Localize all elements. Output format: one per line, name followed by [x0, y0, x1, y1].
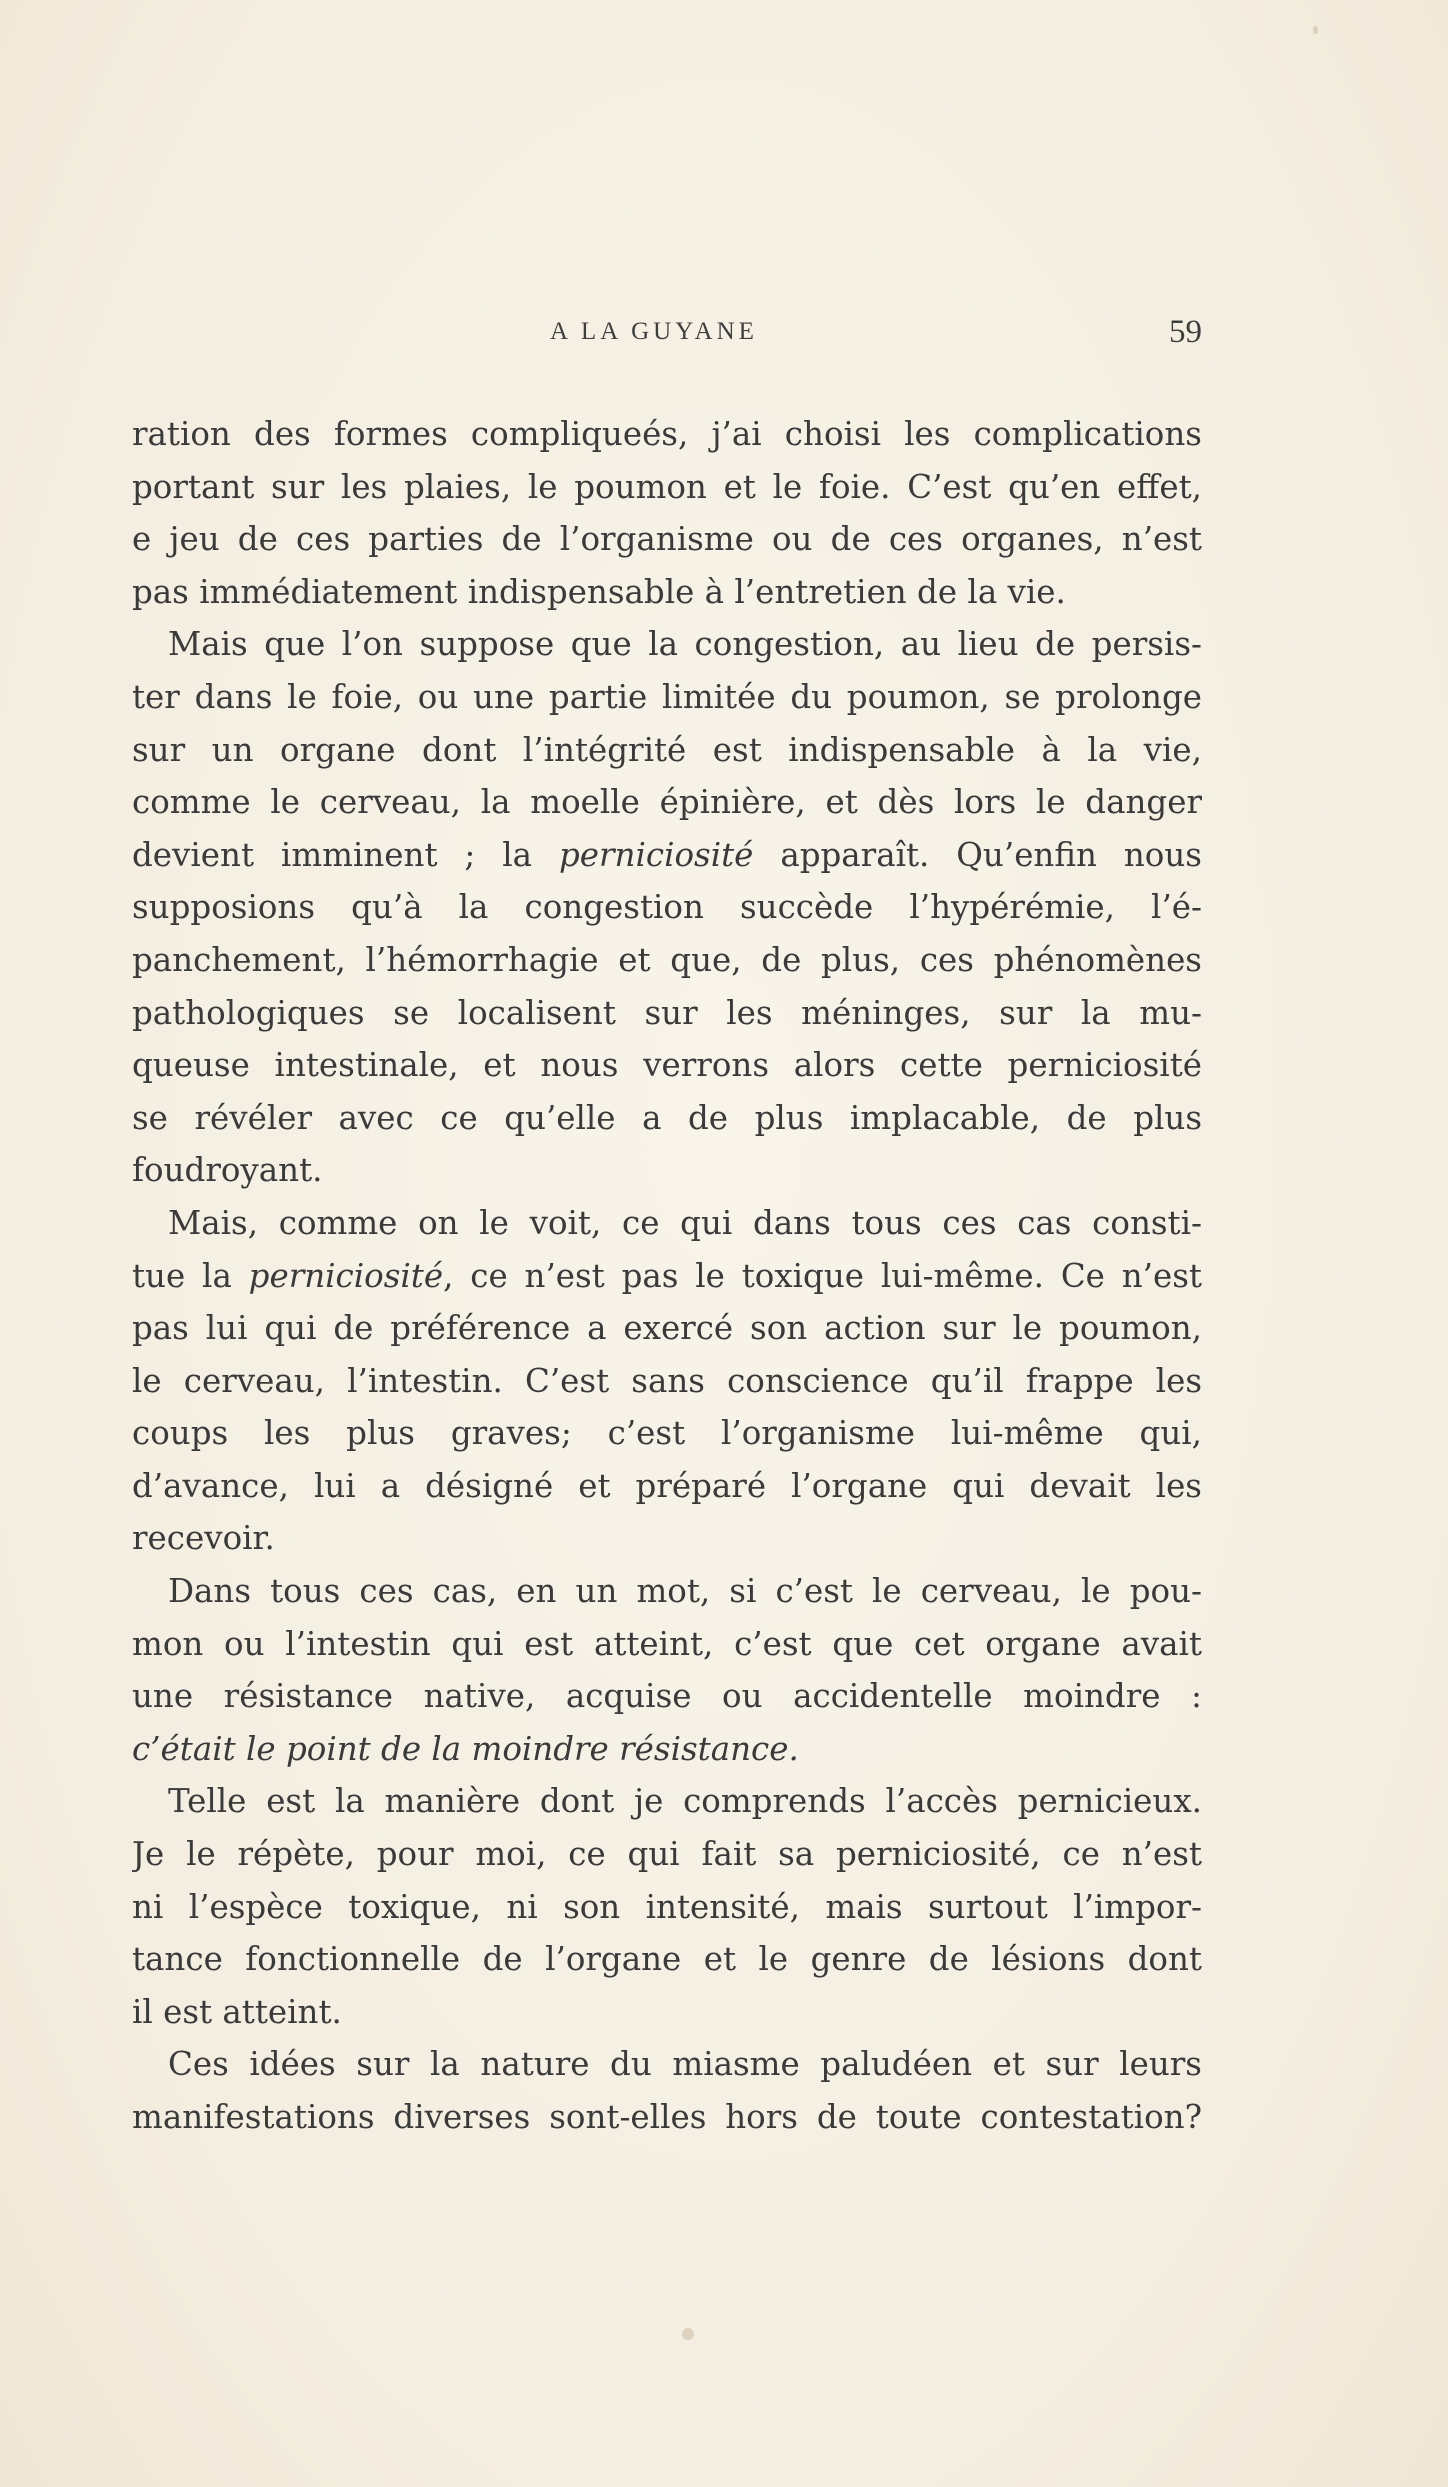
- text-line: [132, 829, 1202, 882]
- text-line: Ces idées sur la nature du miasme paludéen et sur leurs: [168, 2045, 1202, 2084]
- italic-term: c’était le point de la moindre résistance.: [132, 1729, 799, 1768]
- paper-stain: [682, 2328, 694, 2340]
- text-line: d’avance, lui a désigné et préparé l’organe qui devait les: [132, 1466, 1202, 1505]
- text-line: recevoir.: [132, 1519, 275, 1558]
- text-line: manifestations diverses sont-elles hors de toute contestation?: [132, 2098, 1202, 2136]
- text-line: pas lui qui de préférence a exercé son action sur le poumon,: [132, 1309, 1202, 1348]
- text-line: il est atteint.: [132, 1992, 342, 2031]
- text-line: pathologiques se localisent sur les méninges, sur la mu-: [132, 993, 1202, 1032]
- text-line: [132, 1723, 1202, 1776]
- text-line: le cerveau, l’intestin. C’est sans conscience qu’il frappe les: [132, 1361, 1202, 1400]
- text-line: supposions qu’à la congestion succède l’hypérémie, l’é-: [132, 888, 1202, 927]
- text-line: sur un organe dont l’intégrité est indispensable à la vie,: [132, 730, 1202, 769]
- paper-stain: [1313, 26, 1318, 34]
- text-segment: , ce n’est pas le toxique lui-même. Ce n’est: [443, 1256, 1202, 1295]
- text-line: Dans tous ces cas, en un mot, si c’est le cerveau, le pou-: [168, 1572, 1202, 1611]
- text-line: Je le répète, pour moi, ce qui fait sa perniciosité, ce n’est: [132, 1835, 1202, 1874]
- text-line: coups les plus graves; c’est l’organisme lui-même qui,: [132, 1414, 1202, 1453]
- body-text: [132, 408, 1202, 2144]
- text-segment: apparaît. Qu’enfin nous: [753, 835, 1202, 874]
- text-line: [132, 1250, 1202, 1303]
- text-line: se révéler avec ce qu’elle a de plus implacable, de plus: [132, 1098, 1202, 1137]
- text-line: foudroyant.: [132, 1151, 323, 1190]
- text-segment: devient imminent ; la: [132, 835, 559, 874]
- text-line: portant sur les plaies, le poumon et le foie. C’est qu’en effet,: [132, 467, 1202, 506]
- text-line: pas immédiatement indispensable à l’entretien de la vie.: [132, 572, 1066, 611]
- text-line: e jeu de ces parties de l’organisme ou de ces organes, n’est: [132, 520, 1202, 559]
- text-segment: tue la: [132, 1256, 249, 1295]
- text-line: Telle est la manière dont je comprends l’accès pernicieux.: [168, 1782, 1202, 1821]
- text-line: ration des formes compliqueés, j’ai choisi les complications: [132, 415, 1202, 453]
- page-number: 59: [1169, 314, 1202, 350]
- text-line: Mais, comme on le voit, ce qui dans tous ces cas consti-: [168, 1203, 1202, 1242]
- italic-term: perniciosité: [558, 835, 754, 874]
- text-line: panchement, l’hémorrhagie et que, de plus, ces phénomènes: [132, 940, 1202, 979]
- text-line: ter dans le foie, ou une partie limitée du poumon, se prolonge: [132, 677, 1202, 716]
- text-line: queuse intestinale, et nous verrons alors cette perniciosité: [132, 1046, 1202, 1085]
- text-line: tance fonctionnelle de l’organe et le genre de lésions dont: [132, 1940, 1202, 1979]
- text-line: ni l’espèce toxique, ni son intensité, mais surtout l’impor-: [132, 1887, 1202, 1926]
- running-title: A LA GUYANE: [550, 318, 758, 345]
- text-line: comme le cerveau, la moelle épinière, et dès lors le danger: [132, 783, 1202, 822]
- text-line: mon ou l’intestin qui est atteint, c’est que cet organe avait: [132, 1624, 1202, 1663]
- text-line: Mais que l’on suppose que la congestion, au lieu de persis-: [168, 625, 1202, 664]
- text-line: une résistance native, acquise ou accidentelle moindre :: [132, 1677, 1202, 1716]
- page-header: [132, 314, 1202, 366]
- italic-term: perniciosité: [248, 1256, 444, 1295]
